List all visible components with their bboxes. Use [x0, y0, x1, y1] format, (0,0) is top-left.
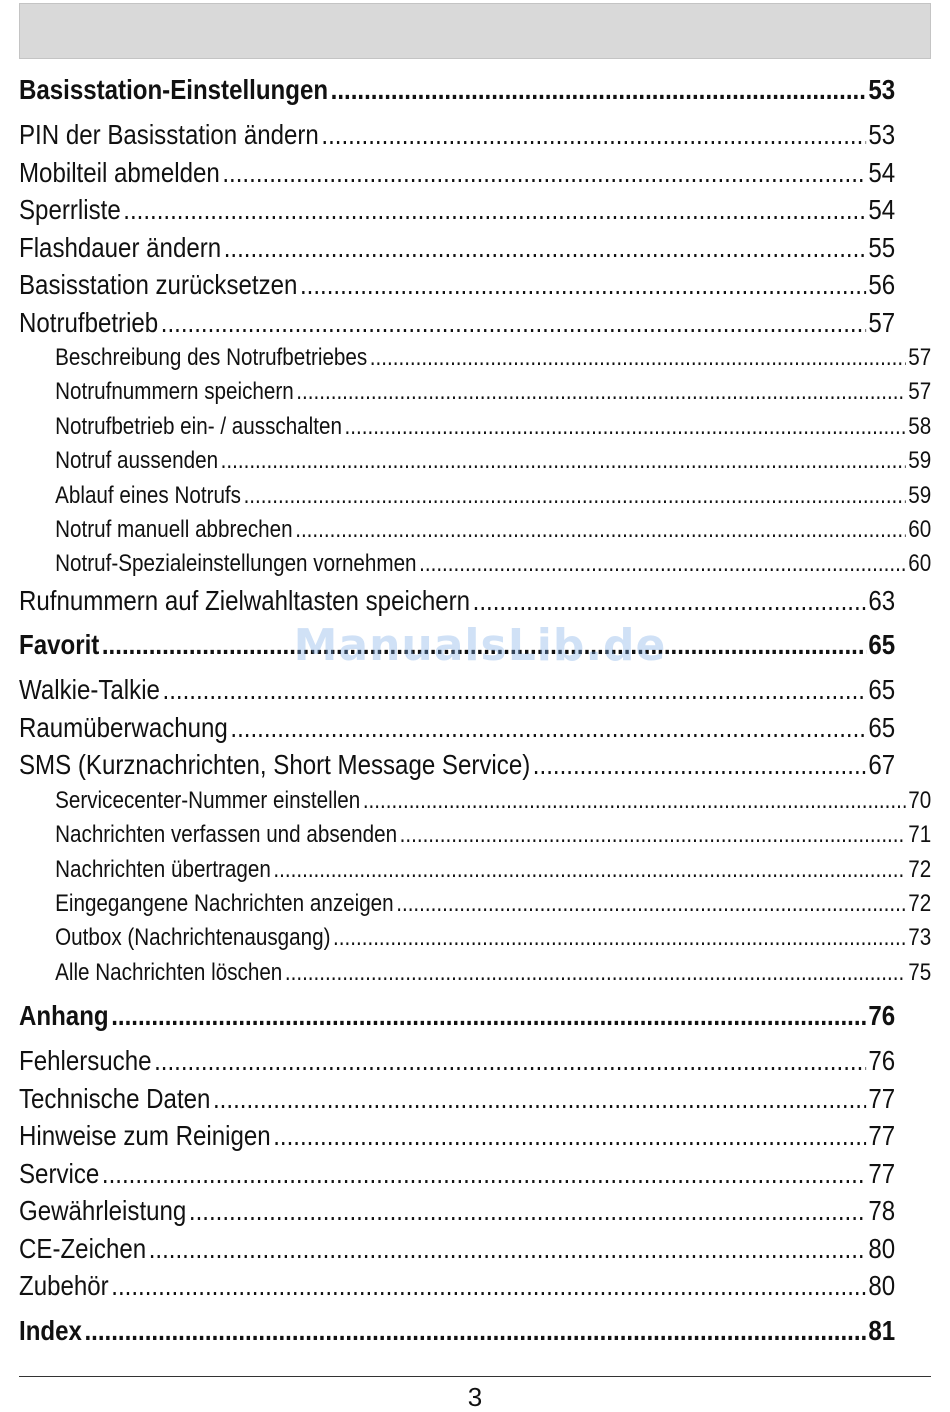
toc-entry-title: Service [19, 1157, 100, 1189]
toc-entry[interactable] [19, 1117, 895, 1155]
toc-entry-page: 80 [868, 1232, 896, 1264]
toc-subentry[interactable] [19, 956, 931, 990]
toc-entry-title: Basisstation-Einstellungen [19, 74, 329, 105]
toc-entry-page: 76 [868, 1000, 896, 1032]
toc-entry-page: 54 [868, 194, 896, 225]
toc-entry[interactable] [19, 304, 895, 342]
toc-entry-page: 75 [908, 958, 932, 986]
page-number: 3 [467, 1382, 483, 1412]
toc-entry-page: 60 [908, 550, 932, 578]
toc-entry-page: 72 [908, 855, 932, 883]
toc-entry-title: Alle Nachrichten löschen [55, 958, 283, 986]
toc-entry-page: 73 [908, 924, 932, 952]
dot-leader [102, 1155, 866, 1193]
dot-leader [296, 375, 905, 409]
toc-entry-page: 55 [868, 231, 896, 263]
toc-entry[interactable] [19, 582, 895, 620]
footer-divider [19, 1376, 931, 1377]
toc-entry-title: Eingegangene Nachrichten anzeigen [55, 890, 394, 918]
toc-entry-title: Raumüberwachung [19, 711, 228, 743]
toc-subentry[interactable] [19, 444, 931, 478]
dot-leader [295, 513, 906, 547]
toc-entry-title: Ablauf eines Notrufs [55, 481, 241, 509]
toc-subentry[interactable] [19, 853, 931, 887]
toc-subentry[interactable] [19, 341, 931, 375]
toc-entry-title: Beschreibung des Notrufbetriebes [55, 344, 368, 371]
toc-entry-title: Sperrliste [19, 194, 121, 225]
dot-leader [163, 671, 866, 709]
toc-subentry[interactable] [19, 921, 931, 955]
dot-leader [244, 479, 906, 513]
toc-entry-title: Nachrichten übertragen [55, 855, 271, 883]
toc-entry-title: Rufnummern auf Zielwahltasten speichern [19, 584, 471, 616]
dot-leader [230, 709, 865, 747]
toc-entry-title: CE-Zeichen [19, 1232, 147, 1264]
dot-leader [273, 853, 905, 887]
dot-leader [111, 1267, 866, 1305]
dot-leader [161, 304, 866, 342]
toc-entry-title: Zubehör [19, 1270, 109, 1302]
toc-entry[interactable] [19, 1230, 895, 1268]
toc-entry-page: 80 [868, 1270, 896, 1302]
dot-leader [321, 116, 865, 154]
toc-entry[interactable] [19, 266, 895, 304]
toc-entry-title: Hinweise zum Reinigen [19, 1120, 271, 1152]
dot-leader [273, 1117, 866, 1155]
toc-entry-title: Nachrichten verfassen und absenden [55, 821, 398, 849]
dot-leader [473, 582, 866, 620]
toc-entry-page: 67 [868, 749, 896, 781]
toc-entry[interactable] [19, 746, 895, 784]
toc-entry-page: 63 [868, 584, 896, 616]
toc-entry[interactable] [19, 1080, 895, 1118]
dot-leader [149, 1230, 866, 1268]
toc-entry[interactable] [19, 1267, 895, 1305]
toc-subentry[interactable] [19, 887, 931, 921]
toc-subentry[interactable] [19, 410, 931, 444]
toc-entry-title: Notrufbetrieb [19, 306, 159, 338]
toc-entry-heading[interactable] [19, 627, 895, 663]
toc-entry-title: Gewährleistung [19, 1195, 187, 1227]
toc-entry-title: Flashdauer ändern [19, 231, 222, 263]
toc-entry-page: 78 [868, 1195, 896, 1227]
dot-leader [333, 921, 906, 955]
toc-entry-title: Anhang [19, 1000, 109, 1032]
toc-entry-page: 65 [868, 711, 896, 743]
toc-entry-title: Basisstation zurücksetzen [19, 269, 298, 300]
dot-leader [213, 1080, 866, 1118]
toc-subentry[interactable] [19, 479, 931, 513]
dot-leader [221, 444, 906, 478]
toc-entry[interactable] [19, 154, 895, 192]
toc-entry-page: 76 [868, 1045, 896, 1077]
toc-entry-title: Notruf aussenden [55, 447, 219, 475]
toc-entry[interactable] [19, 116, 895, 154]
toc-entry[interactable] [19, 191, 895, 229]
toc-subentry[interactable] [19, 375, 931, 409]
dot-leader [102, 627, 866, 663]
toc-entry-page: 57 [908, 378, 932, 406]
dot-leader [84, 1313, 865, 1349]
toc-entry[interactable] [19, 709, 895, 747]
toc-entry-title: Notruf-Spezialeinstellungen vornehmen [55, 550, 417, 578]
toc-entry-page: 59 [908, 481, 932, 509]
toc-entry-page: 56 [868, 269, 896, 300]
dot-leader [370, 341, 906, 375]
toc-entry-title: Notrufnummern speichern [55, 378, 294, 406]
toc-entry-page: 77 [868, 1120, 896, 1152]
toc-entry-title: PIN der Basisstation ändern [19, 119, 319, 150]
toc-subentry[interactable] [19, 818, 931, 852]
toc-entry-page: 65 [868, 674, 896, 706]
toc-entry-page: 58 [908, 412, 932, 440]
header-bar [19, 3, 931, 59]
toc-entry[interactable] [19, 671, 895, 709]
toc-subentry[interactable] [19, 784, 931, 818]
toc-entry-page: 53 [868, 74, 896, 105]
dot-leader [533, 746, 866, 784]
dot-leader [331, 72, 866, 108]
toc-entry[interactable] [19, 229, 895, 267]
dot-leader [419, 547, 906, 581]
dot-leader [154, 1042, 866, 1080]
toc-entry-title: Outbox (Nachrichtenausgang) [55, 924, 331, 952]
toc-entry-title: Mobilteil abmelden [19, 156, 220, 188]
toc-entry-heading[interactable] [19, 1313, 895, 1349]
toc-entry-title: Technische Daten [19, 1082, 211, 1114]
dot-leader [400, 818, 906, 852]
toc-entry-page: 54 [868, 156, 896, 188]
toc-entry[interactable] [19, 1155, 895, 1193]
toc-entry[interactable] [19, 1042, 895, 1080]
dot-leader [123, 191, 865, 229]
dot-leader [224, 229, 866, 267]
dot-leader [222, 154, 865, 192]
toc-entry[interactable] [19, 1192, 895, 1230]
watermark: ManualsLib.de [293, 620, 667, 671]
toc-entry-title: Servicecenter-Nummer einstellen [55, 786, 361, 814]
dot-leader [285, 956, 906, 990]
toc-entry-title: Fehlersuche [19, 1045, 152, 1077]
toc-entry-page: 77 [868, 1157, 896, 1189]
dot-leader [111, 998, 866, 1034]
toc-entry-title: Walkie-Talkie [19, 674, 160, 706]
toc-entry-page: 57 [908, 344, 932, 371]
toc-entry-title: Index [19, 1314, 82, 1346]
toc-entry-title: Notruf manuell abbrechen [55, 516, 293, 544]
dot-leader [189, 1192, 866, 1230]
toc-entry-title: SMS (Kurznachrichten, Short Message Service) [19, 749, 531, 781]
toc-entry-page: 59 [908, 447, 932, 475]
toc-entry-page: 65 [868, 629, 896, 661]
toc-entry-page: 57 [868, 306, 896, 338]
toc-entry-title: Favorit [19, 629, 100, 661]
dot-leader [300, 266, 866, 304]
toc-entry-page: 53 [868, 119, 896, 150]
toc-entry-page: 70 [908, 786, 932, 814]
toc-entry-page: 60 [908, 516, 932, 544]
toc-subentry[interactable] [19, 547, 931, 581]
toc-subentry[interactable] [19, 513, 931, 547]
toc-entry-title: Notrufbetrieb ein- / ausschalten [55, 412, 342, 440]
table-of-contents [19, 72, 932, 1349]
toc-entry-page: 77 [868, 1082, 896, 1114]
toc-entry-page: 72 [908, 890, 932, 918]
dot-leader [345, 410, 906, 444]
dot-leader [363, 784, 906, 818]
toc-entry-page: 81 [868, 1314, 896, 1346]
dot-leader [396, 887, 905, 921]
toc-entry-heading[interactable] [19, 72, 895, 108]
toc-entry-page: 71 [908, 821, 932, 849]
toc-entry-heading[interactable] [19, 998, 895, 1034]
